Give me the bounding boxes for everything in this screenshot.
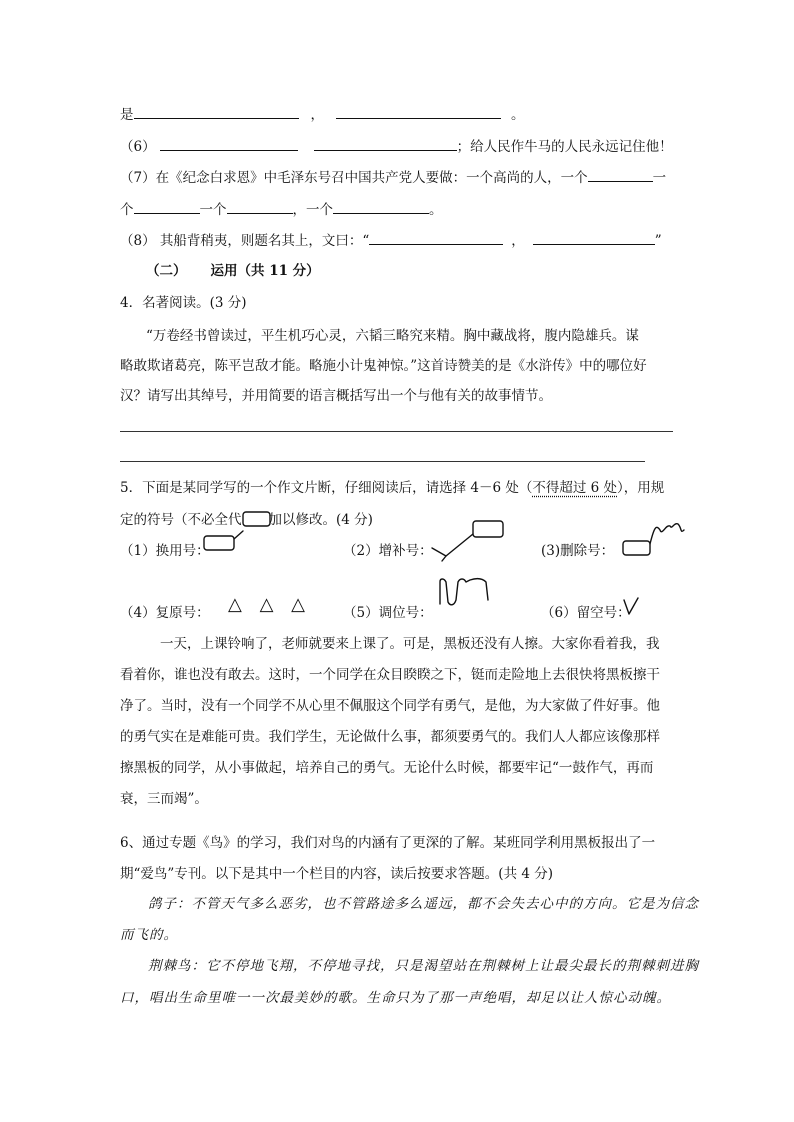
- question-8-line: [120, 230, 662, 250]
- question-6-line: [120, 136, 673, 156]
- passage-line-4: 的勇气实在是难能可贵。我们学生，无论做什么事，都须要勇气的。我们人人都应该像那样: [120, 729, 660, 745]
- answer-blank[interactable]: [336, 104, 501, 119]
- question-4-poem-line-2: 略敢欺诸葛亮，陈平岂敌才能。略施小计鬼神惊。”这首诗赞美的是《水浒传》中的哪位好: [120, 358, 647, 374]
- question-4-poem-line-1: “万卷经书曾读过，平生机巧心灵，六韬三略究来精。胸中藏战将，腹内隐雄兵。谋: [146, 328, 639, 344]
- question-text: ），用规: [617, 480, 665, 496]
- answer-blank[interactable]: [533, 230, 655, 245]
- answer-line[interactable]: [120, 461, 645, 462]
- question-7-line-1: [120, 167, 666, 187]
- pigeon-text-line-1: 鸽子：不管天气多么恶劣，也不管路途多么遥远，都不会失去心中的方向。它是为信念: [148, 896, 699, 912]
- answer-blank[interactable]: [333, 199, 429, 214]
- thornbird-text-line-1: 荆棘鸟：它不停地飞翔，不停地寻找，只是渴望站在荆棘树上让最尖最长的荆棘刺进胸: [148, 958, 699, 974]
- symbol-replace-label: （1）换用号：: [120, 543, 210, 559]
- question-text: （8） 其船背稍夷，则题名其上，文曰：“: [120, 233, 370, 249]
- thornbird-text-line-2: 口，唱出生命里唯一一次最美妙的歌。生命只为了那一声绝唱，却足以让人惊心动魄。: [120, 990, 671, 1006]
- delete-symbol-icon: [622, 520, 686, 558]
- answer-blank[interactable]: [314, 136, 457, 151]
- question-text: 。: [429, 202, 443, 218]
- question-5-line-1: [120, 479, 664, 497]
- answer-blank[interactable]: [134, 199, 200, 214]
- symbol-restore-label: （4）复原号：: [120, 605, 210, 621]
- passage-line-1: 一天，上课铃响了，老师就要来上课了。可是，黑板还没有人擦。大家你看着我，我: [160, 636, 660, 652]
- answer-blank[interactable]: [227, 199, 293, 214]
- question-text: 定的符号（不必全代: [120, 512, 242, 528]
- question-text: 一: [652, 170, 667, 186]
- section-heading: [146, 262, 320, 280]
- passage-line-3: 净了。当时，没有一个同学不从心里不佩服这个同学有勇气，是他，为大家做了件好事。他: [120, 698, 660, 714]
- question-6-line-2: 期“爱鸟”专刊。以下是其中一个栏目的内容，读后按要求答题。(共 4 分): [120, 866, 554, 882]
- text-comma: ，: [511, 233, 525, 249]
- text-end: 。: [511, 107, 525, 123]
- emphasis-text: 不得超过 6 处: [532, 480, 618, 496]
- question-text: 5．下面是某同学写的一个作文片断，仔细阅读后，请选择 4－6 处（: [120, 480, 533, 496]
- answer-blank[interactable]: [369, 230, 503, 245]
- question-text: 加以修改。(4 分): [268, 512, 373, 528]
- symbol-insert-label: （2）增补号：: [343, 543, 433, 559]
- symbol-space-label: （6）留空号：: [541, 605, 631, 621]
- correction-box-mark: [242, 511, 272, 527]
- question-6-line-1: 6、通过专题《鸟》的学习，我们对鸟的内涵有了更深的了解。某班同学利用黑板报出了一: [120, 835, 656, 851]
- text-end: ”: [654, 233, 662, 249]
- passage-line-6: 衰，三而竭”。: [120, 791, 208, 807]
- question-4-poem-line-3: 汉？请写出其绰号，并用简要的语言概括写出一个与他有关的故事情节。: [120, 388, 552, 404]
- passage-line-5: 擦黑板的同学，从小事做起，培养自己的勇气。无论什么时候，都要牢记“一鼓作气，再而: [120, 760, 654, 776]
- answer-line[interactable]: [120, 431, 673, 432]
- q5-line-tail: [120, 104, 525, 124]
- question-text: ；给人民作牛马的人民永远记住他！: [456, 139, 673, 155]
- question-7-line-2: [120, 199, 443, 219]
- answer-blank[interactable]: [588, 167, 653, 182]
- transpose-symbol-icon: [436, 576, 492, 606]
- text-comma: ，: [310, 107, 324, 123]
- pigeon-text-line-2: 而飞的。: [120, 927, 178, 943]
- text-prefix: 是: [120, 107, 134, 123]
- symbol-transpose-label: （5）调位号：: [343, 605, 433, 621]
- space-symbol-icon: [622, 596, 642, 618]
- replace-symbol-icon: [203, 529, 245, 553]
- question-4-title: 4．名著阅读。(3 分): [120, 295, 247, 311]
- question-text: ，一个: [292, 202, 333, 218]
- section-title: 运用（共 11 分）: [210, 263, 320, 279]
- restore-symbol-icon: △ △ △: [228, 594, 311, 615]
- section-number: （二）: [146, 263, 187, 279]
- passage-line-2: 看着你，谁也没有敢去。这时，一个同学在众目睽睽之下，铤而走险地上去很快将黑板擦干: [120, 667, 660, 683]
- question-number: （6）: [120, 139, 156, 155]
- answer-blank[interactable]: [134, 104, 299, 119]
- symbol-delete-label: (3)删除号：: [541, 543, 615, 559]
- question-text: （7）在《纪念白求恩》中毛泽东号召中国共产党人要做：一个高尚的人，一个: [120, 170, 588, 186]
- answer-blank[interactable]: [160, 136, 298, 151]
- question-text: 个: [120, 202, 134, 218]
- insert-symbol-icon: [424, 518, 506, 562]
- question-text: 一个: [199, 202, 227, 218]
